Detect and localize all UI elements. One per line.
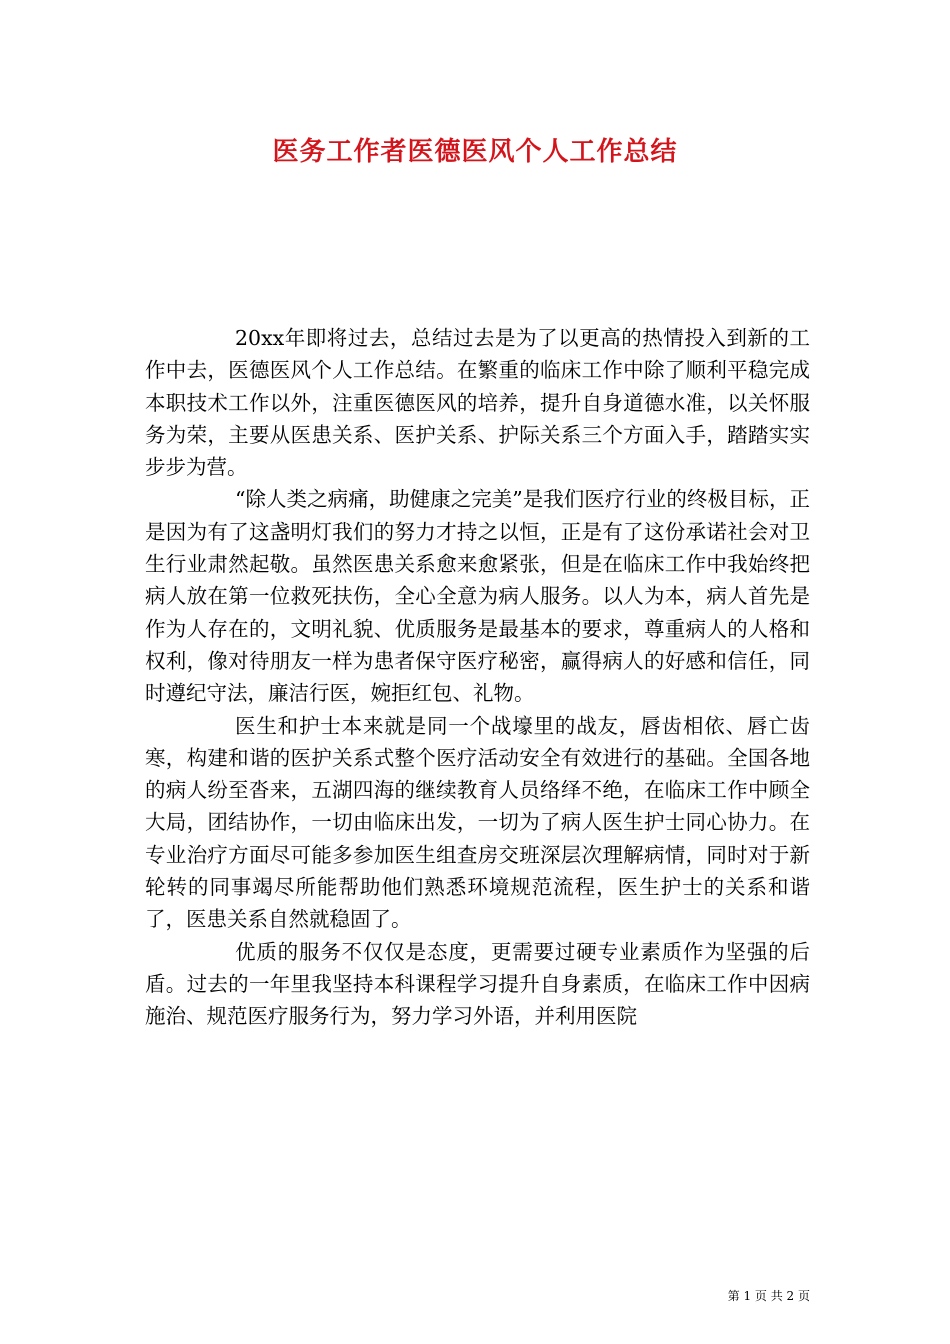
document-body bbox=[145, 322, 810, 1033]
page-number-footer: 第 1 页 共 2 页 bbox=[727, 1289, 810, 1303]
paragraph-4: 优质的服务不仅仅是态度，更需要过硬专业素质作为坚强的后盾。过去的一年里我坚持本科课程学习提升自身素质，在临床工作中因病施治、规范医疗服务行为，努力学习外语，并利用医院 bbox=[145, 939, 810, 1029]
document-title: 医务工作者医德医风个人工作总结 bbox=[272, 137, 678, 167]
paragraph-2: “除人类之病痛，助健康之完美”是我们医疗行业的终极目标，正是因为有了这盏明灯我们的努力才持之以恒，正是有了这份承诺社会对卫生行业肃然起敬。虽然医患关系愈来愈紧张，但是在临床工作中我始终把病人放在第一位救死扶伤，全心全意为病人服务。以人为本，病人首先是作为人存在的，文明礼貌、优质服务是最基本的要求，尊重病人的人格和权利，像对待朋友一样为患者保守医疗秘密，赢得病人的好感和信任，同时遵纪守法，廉洁行医，婉拒红包、礼物。 bbox=[145, 487, 810, 706]
paragraph-3: 医生和护士本来就是同一个战壕里的战友，唇齿相依、唇亡齿寒，构建和谐的医护关系式整个医疗活动安全有效进行的基础。全国各地的病人纷至沓来，五湖四海的继续教育人员络绎不绝，在临床工作中顾全大局，团结协作，一切由临床出发，一切为了病人医生护士同心协力。在专业治疗方面尽可能多参加医生组查房交班深层次理解病情，同时对于新轮转的同事竭尽所能帮助他们熟悉环境规范流程，医生护士的关系和谐了，医患关系自然就稳固了。 bbox=[145, 713, 810, 932]
paragraph-1: 20xx年即将过去，总结过去是为了以更高的热情投入到新的工作中去，医德医风个人工作总结。在繁重的临床工作中除了顺利平稳完成本职技术工作以外，注重医德医风的培养，提升自身道德水准，以关怀服务为荣，主要从医患关系、医护关系、护际关系三个方面入手，踏踏实实步步为营。 bbox=[145, 326, 810, 480]
